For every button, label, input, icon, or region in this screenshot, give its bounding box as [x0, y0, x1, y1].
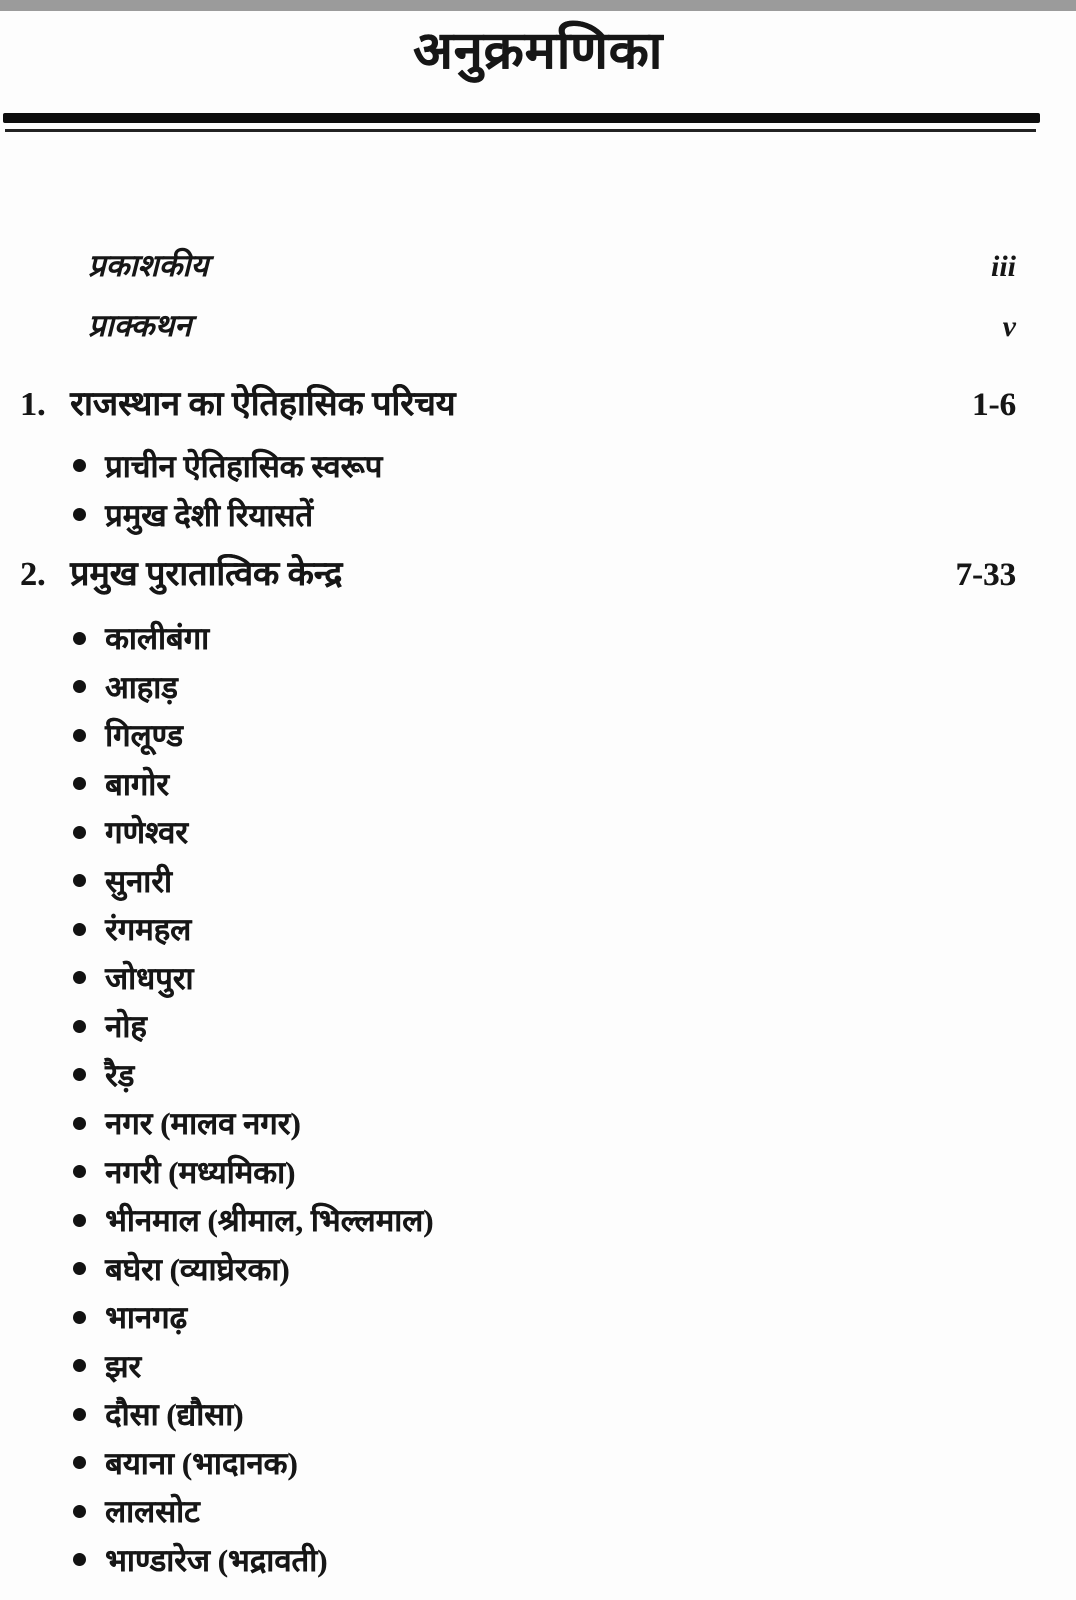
toc-item	[0, 1293, 1076, 1342]
toc-item-label: प्रमुख देशी रियासतें	[105, 497, 313, 533]
front-matter-label: प्रकाशकीय	[88, 248, 209, 283]
toc-item	[0, 1245, 1076, 1294]
front-matter	[0, 244, 1076, 364]
toc-item	[0, 1390, 1076, 1439]
toc-item-label: दौसा (द्यौसा)	[105, 1397, 244, 1433]
front-matter-label: प्राक्कथन	[88, 308, 192, 343]
bullet-icon	[73, 1165, 86, 1178]
toc-item-label: रैड़	[105, 1057, 135, 1093]
front-matter-page-number: v	[1002, 310, 1016, 343]
bullet-icon	[73, 1359, 86, 1372]
bullet-icon	[73, 632, 86, 645]
toc-item	[0, 1439, 1076, 1488]
toc-item	[0, 1196, 1076, 1245]
double-rule-thin	[5, 129, 1036, 132]
section-page-range: 1-6	[972, 387, 1016, 423]
toc-item	[0, 760, 1076, 809]
section-number: 1.	[20, 386, 46, 423]
bullet-icon	[73, 1262, 86, 1275]
toc-item	[0, 441, 1076, 490]
toc-item-label: भाण्डारेज (भद्रावती)	[105, 1542, 328, 1578]
toc-item-label: नगर (मालव नगर)	[105, 1106, 301, 1142]
toc-item	[0, 1051, 1076, 1100]
section-title: राजस्थान का ऐतिहासिक परिचय	[70, 386, 456, 423]
toc-item-label: गिलूण्ड	[105, 718, 183, 754]
bullet-icon	[73, 729, 86, 742]
toc-item-label: रंगमहल	[105, 912, 192, 948]
toc-item-label: नगरी (मध्यमिका)	[105, 1154, 296, 1190]
toc-item	[0, 808, 1076, 857]
bullet-icon	[73, 826, 86, 839]
toc-item-label: गणेश्वर	[105, 815, 188, 851]
toc-item	[0, 1148, 1076, 1197]
bullet-icon	[73, 1311, 86, 1324]
toc-item-label: भानगढ़	[105, 1300, 187, 1336]
toc-item	[0, 1536, 1076, 1585]
section-page-range: 7-33	[955, 557, 1016, 593]
toc-item	[0, 663, 1076, 712]
toc-item-label: भीनमाल (श्रीमाल, भिल्लमाल)	[105, 1203, 434, 1239]
toc-item	[0, 1487, 1076, 1536]
bullet-icon	[73, 1456, 86, 1469]
toc-item-label: झर	[105, 1348, 142, 1384]
toc-item	[0, 954, 1076, 1003]
bullet-icon	[73, 874, 86, 887]
bullet-icon	[73, 1068, 86, 1081]
bullet-icon	[73, 508, 86, 521]
toc-section	[0, 549, 1076, 1584]
toc-item	[0, 1342, 1076, 1391]
toc-item-label: बयाना (भादानक)	[105, 1445, 298, 1481]
toc-item	[0, 711, 1076, 760]
double-rule-thick	[3, 113, 1040, 123]
page-title: अनुक्रमणिका	[412, 23, 664, 80]
toc-item-label: नोह	[105, 1009, 147, 1045]
toc-item	[0, 614, 1076, 663]
bullet-icon	[73, 680, 86, 693]
bullet-icon	[73, 1020, 86, 1033]
bullet-icon	[73, 1408, 86, 1421]
toc-item-label: आहाड़	[105, 669, 178, 705]
toc-item-label: लालसोट	[105, 1494, 200, 1530]
section-header	[0, 549, 1076, 603]
toc-item-label: सुनारी	[105, 863, 172, 899]
section-items	[0, 614, 1076, 1584]
sections	[0, 379, 1076, 1584]
bullet-icon	[73, 1553, 86, 1566]
section-items	[0, 441, 1076, 539]
section-header	[0, 379, 1076, 433]
toc-item	[0, 490, 1076, 539]
bullet-icon	[73, 1117, 86, 1130]
toc-item-label: बागोर	[105, 766, 169, 802]
bullet-icon	[73, 1505, 86, 1518]
toc-item	[0, 857, 1076, 906]
front-matter-page-number: iii	[990, 250, 1016, 283]
toc-item-label: कालीबंगा	[105, 621, 210, 657]
toc-item	[0, 1002, 1076, 1051]
toc-item	[0, 905, 1076, 954]
toc-item-label: जोधपुरा	[105, 960, 194, 996]
bullet-icon	[73, 777, 86, 790]
front-matter-row	[0, 304, 1076, 364]
toc-item-label: बघेरा (व्याघ्रेरका)	[105, 1251, 290, 1287]
scan-edge-bar	[0, 0, 1076, 11]
toc-section	[0, 379, 1076, 539]
toc-item	[0, 1099, 1076, 1148]
section-title: प्रमुख पुरातात्विक केन्द्र	[70, 556, 343, 593]
bullet-icon	[73, 923, 86, 936]
bullet-icon	[73, 1214, 86, 1227]
toc-item-label: प्राचीन ऐतिहासिक स्वरूप	[105, 448, 383, 484]
bullet-icon	[73, 971, 86, 984]
section-number: 2.	[20, 556, 46, 593]
front-matter-row	[0, 244, 1076, 304]
bullet-icon	[73, 459, 86, 472]
